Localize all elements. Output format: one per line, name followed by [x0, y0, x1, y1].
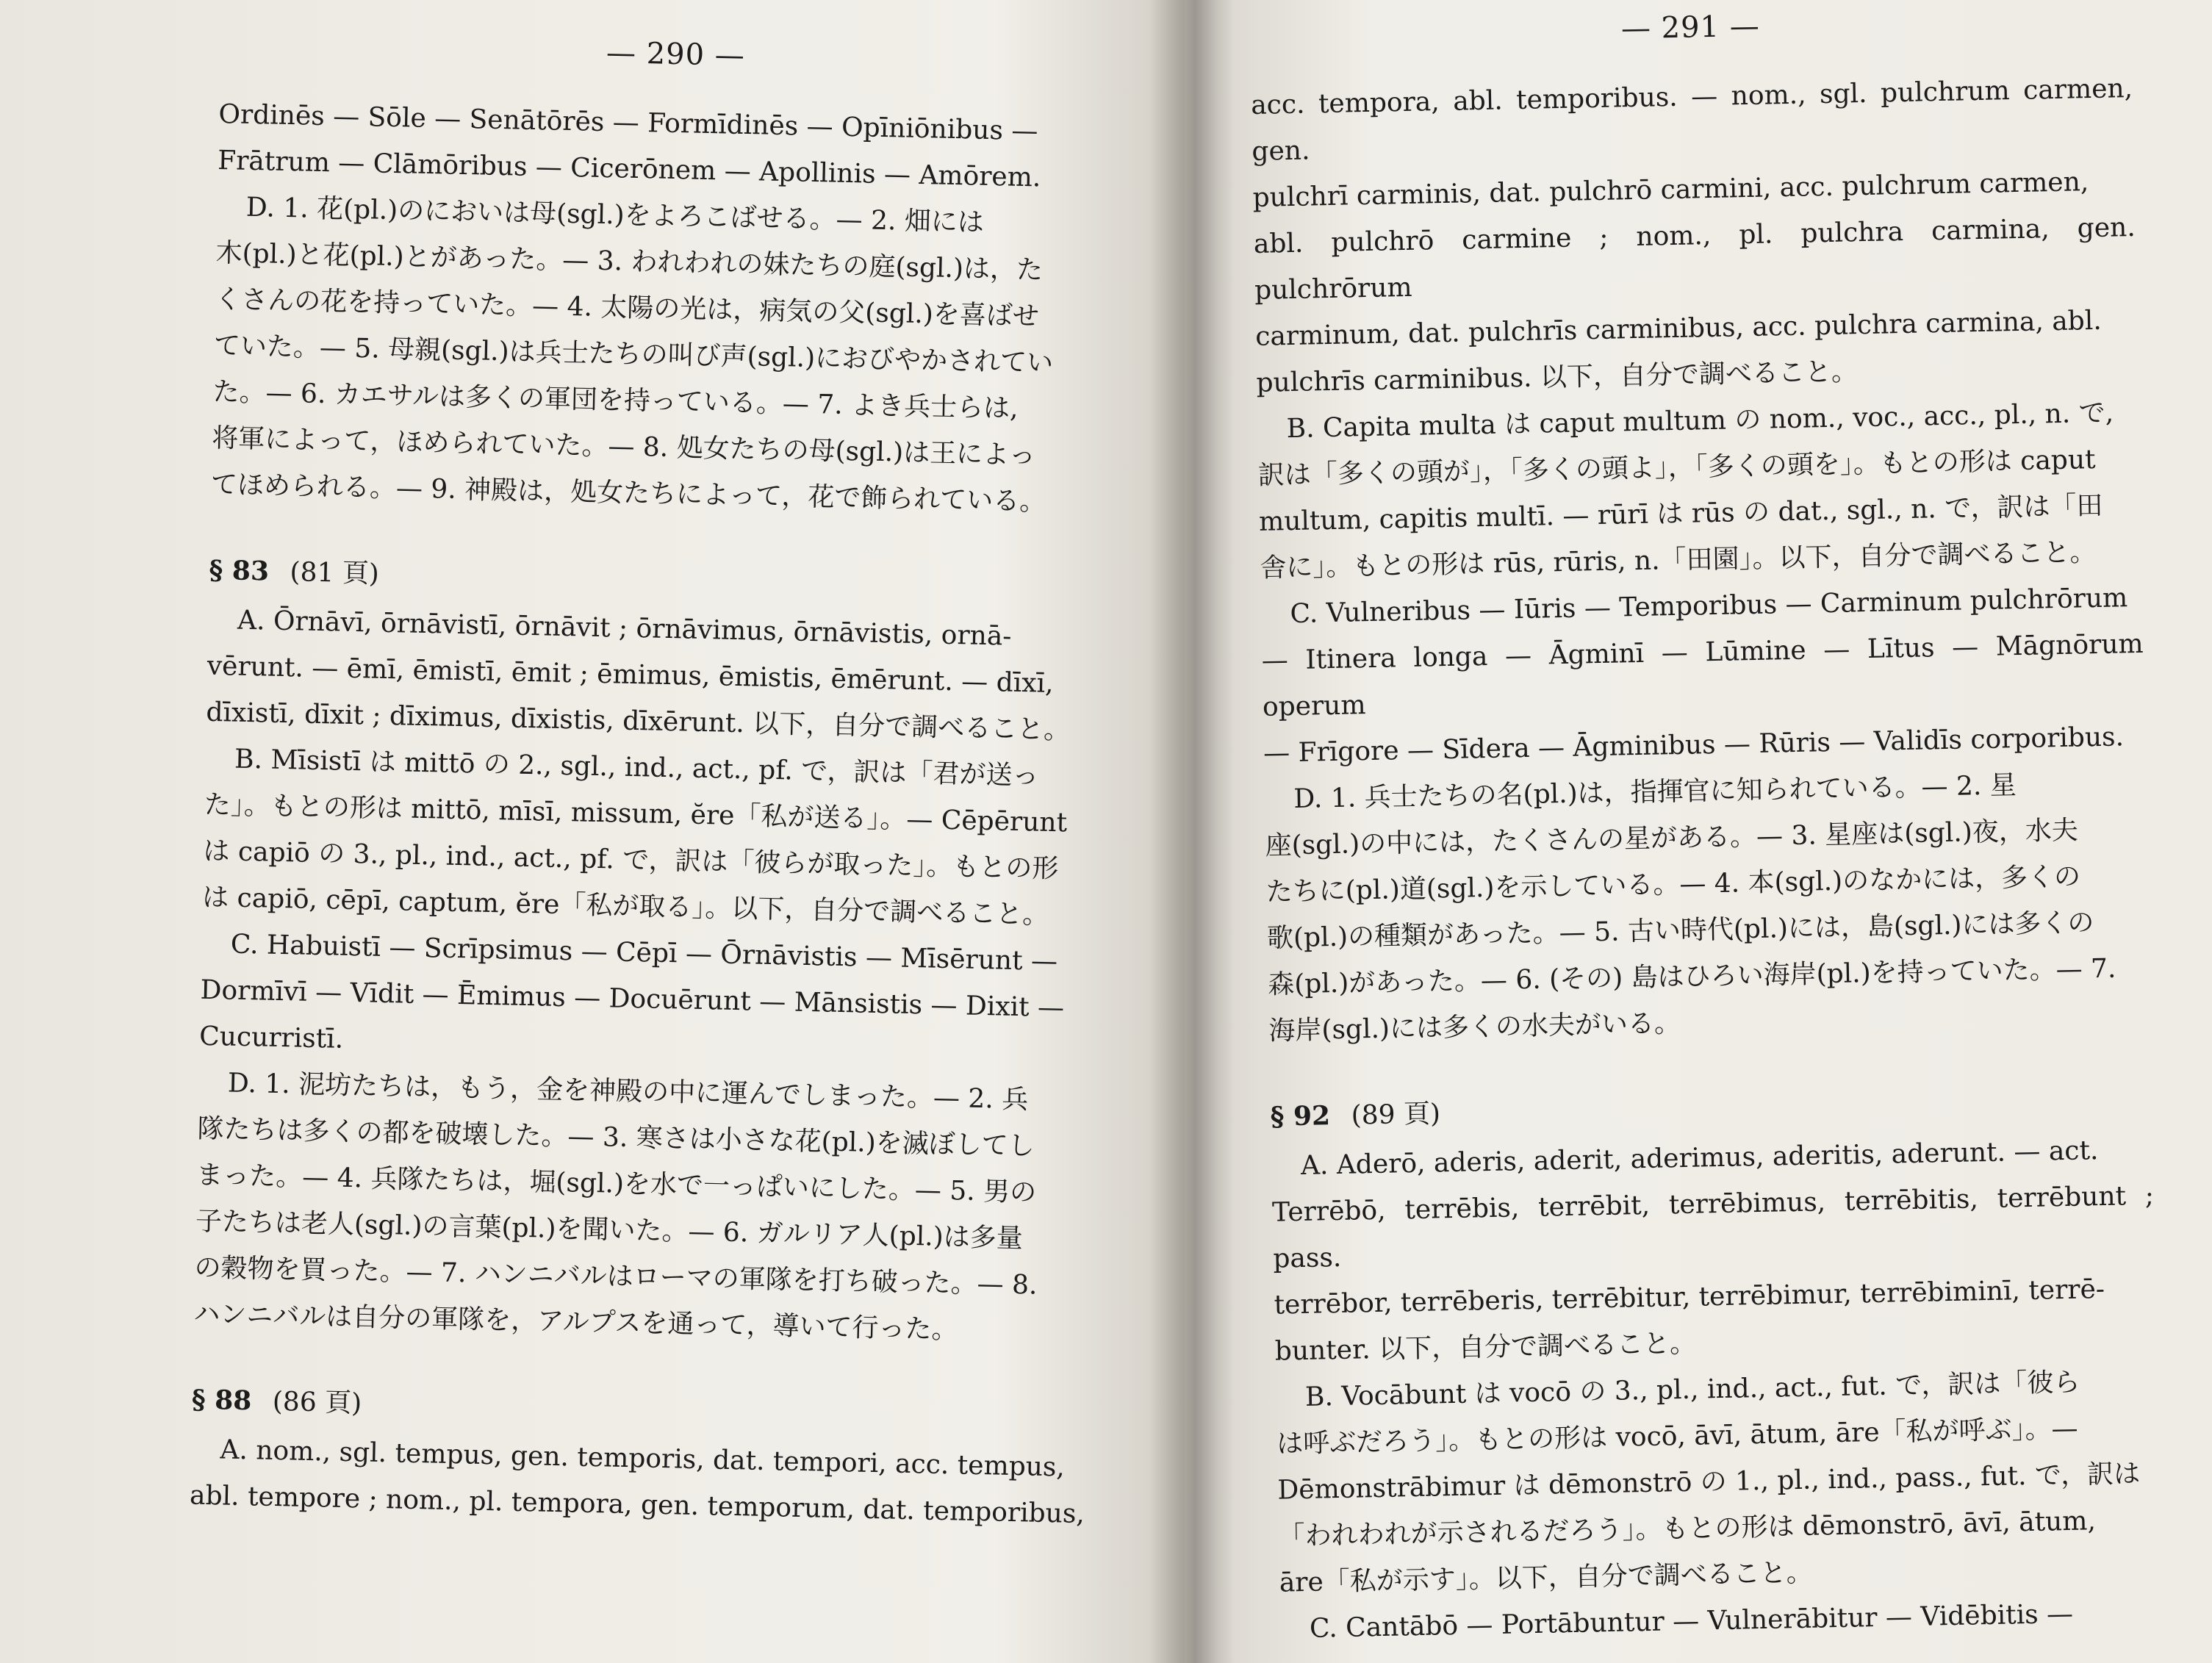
text-line: pulchrī carminis, dat. pulchrō carmini, acc. pulchrum carmen, [1252, 167, 2089, 213]
text-line: Terrēbō, terrēbis, terrēbit, terrēbimus, terrēbitis, terrēbunt ; pass. [1271, 1180, 2155, 1274]
text-line: 木(pl.)と花(pl.)とがあった。— 3. われわれの妹たちの庭(sgl.)は，た [215, 237, 1044, 286]
text-line: 訳は「多くの頭が」，「多くの頭よ」，「多くの頭を」。もとの形は caput [1257, 445, 2096, 491]
text-line: くさんの花を持っていた。— 4. 太陽の光は，病気の父(sgl.)を喜ばせ [214, 284, 1040, 332]
right-page [1183, 0, 2212, 1663]
text-line: C. Cantābō — Portābuntur — Vulnerābitur — Vidēbitis — [1309, 1598, 2074, 1644]
page-number-right: — 291 — [1620, 9, 1761, 46]
text-line: 座(sgl.)の中には，たくさんの星がある。— 3. 星座は(sgl.)夜，水夫 [1265, 815, 2079, 861]
text-line: た。— 6. カエサルは多くの軍団を持っている。— 7. よき兵士らは, [212, 376, 1019, 424]
section-page-ref: (86 頁) [272, 1386, 362, 1419]
text-line: 舎に」。もとの形は rūs, rūris, n.「田園」。以下，自分で調べること。 [1259, 537, 2097, 583]
text-line: D. 1. 兵士たちの名(pl.)は，指揮官に知られている。— 2. 星 [1293, 770, 2017, 815]
text-line: C. Vulneribus — Iūris — Temporibus — Carminum pulchrōrum [1290, 583, 2128, 630]
text-line: 「われわれが示されるだろう」。もとの形は dēmonstrō, āvī, ātum, [1278, 1506, 2097, 1552]
text-line: pulchrīs carminibus. 以下，自分で調べること。 [1256, 356, 1859, 398]
text-line: terrēbor, terrēberis, terrēbitur, terrēbimur, terrēbiminī, terrē- [1274, 1274, 2105, 1321]
text-line: 海岸(sgl.)には多くの水夫がいる。 [1268, 1008, 1681, 1046]
text-line: は capiō の 3., pl., ind., act., pf. で，訳は「彼らが取った」。もとの形 [203, 836, 1059, 885]
text-line: B. Vocābunt は vocō の 3., pl., ind., act., fut. で，訳は「彼ら [1304, 1367, 2080, 1412]
text-line: ハンニバルは自分の軍隊を，アルプスを通って，導いて行った。 [193, 1299, 958, 1346]
text-line: C. Habuistī — Scrīpsimus — Cēpī — Ōrnāvistis — Mīsērunt — [230, 929, 1058, 977]
text-line: は呼ぶだろう」。もとの形は vocō, āvī, ātum, āre「私が呼ぶ」。— [1276, 1413, 2078, 1459]
text-line: 将軍によって，ほめられていた。— 8. 処女たちの母(sgl.)は王によっ [211, 423, 1036, 471]
text-line: た」。もとの形は mittō, mīsī, missum, ĕre「私が送る」。— Cēpērunt [204, 789, 1068, 838]
text-line: dīxistī, dīxit ; dīximus, dīxistis, dīxērunt. 以下，自分で調べること。 [206, 697, 1071, 746]
text-line: は capiō, cēpī, captum, ĕre「私が取る」。以下，自分で調べること。 [201, 882, 1049, 930]
text-line: 隊たちは多くの都を破壊した。— 3. 寒さは小さな花(pl.)を滅ぼしてし [197, 1113, 1035, 1162]
page-number-left: — 290 — [606, 36, 746, 73]
text-line: acc. tempora, abl. temporibus. — nom., sgl. pulchrum carmen, gen. [1250, 73, 2133, 167]
text-line: ていた。— 5. 母親(sgl.)は兵士たちの叫び声(sgl.)におびやかされてい [213, 330, 1054, 378]
text-line: まった。— 4. 兵隊たちは，堀(sgl.)を水で一っぱいにした。— 5. 男の [195, 1160, 1037, 1208]
text-line: abl. tempore ; nom., pl. tempora, gen. temporum, dat. temporibus, [189, 1480, 1085, 1530]
text-line: 子たちは老人(sgl.)の言葉(pl.)を聞いた。— 6. ガルリア人(pl.)は多量 [195, 1206, 1024, 1254]
text-line: vērunt. — ēmī, ēmistī, ēmit ; ēmimus, ēmistis, ēmērunt. — dīxī, [207, 650, 1054, 699]
text-line: multum, capitis multī. — rūrī は rūs の dat., sgl., n. で，訳は「田 [1258, 490, 2103, 537]
section-number: § 88 [191, 1384, 252, 1417]
section-number: § 83 [209, 554, 270, 587]
text-line: bunter. 以下，自分で調べること。 [1274, 1328, 1697, 1367]
text-line: A. Ōrnāvī, ōrnāvistī, ōrnāvit ; ōrnāvimus, ōrnāvistis, ornā- [237, 605, 1012, 652]
text-line: A. Aderō, aderis, aderit, aderimus, aderitis, aderunt. — act. [1300, 1135, 2099, 1181]
text-line: Ordinēs — Sōle — Senātōrēs — Formīdinēs — Opīniōnibus — [218, 98, 1038, 147]
text-line: āre「私が示す」。以下，自分で調べること。 [1279, 1557, 1814, 1598]
text-line: Cucurristī. [198, 1021, 344, 1055]
text-line: の穀物を買った。— 7. ハンニバルはローマの軍隊を打ち破った。— 8. [194, 1252, 1038, 1301]
text-line: Dormīvī — Vīdit — Ēmimus — Docuērunt — Mānsistis — Dixit — [200, 974, 1065, 1024]
text-line: carminum, dat. pulchrīs carminibus, acc. pulchra carmina, abl. [1254, 305, 2103, 352]
section-page-ref: (81 頁) [290, 557, 380, 589]
text-line: — Frīgore — Sīdera — Āgminibus — Rūris — Validīs corporibus. [1263, 722, 2125, 769]
section-page-ref: (89 頁) [1351, 1099, 1441, 1131]
text-line: たちに(pl.)道(sgl.)を示している。— 4. 本(sgl.)のなかには，多くの [1265, 861, 2081, 908]
text-line: abl. pulchrō carmine ; nom., pl. pulchra carmina, gen. pulchrōrum [1253, 212, 2136, 306]
text-line: D. 1. 花(pl.)のにおいは母(sgl.)をよろこばせる。— 2. 畑には [245, 192, 985, 238]
text-line: B. Mīsistī は mittō の 2., sgl., ind., act., pf. で，訳は「君が送っ [234, 744, 1039, 791]
text-line: Frātrum — Clāmōribus — Cicerōnem — Apollinis — Amōrem. [217, 145, 1041, 193]
text-line: D. 1. 泥坊たちは，もう，金を神殿の中に運んでしまった。— 2. 兵 [227, 1068, 1029, 1116]
section-number: § 92 [1270, 1100, 1331, 1132]
text-line: 森(pl.)があった。— 6. (その) 島はひろい海岸(pl.)を持っていた。— 7. [1267, 953, 2116, 1000]
text-line: — Itinera longa — Āgminī — Lūmine — Lītus — Māgnōrum operum [1261, 628, 2144, 722]
text-line: Dēmonstrābimur は dēmonstrō の 1., pl., ind., pass., fut. で，訳は [1277, 1459, 2141, 1506]
text-line: 歌(pl.)の種類があった。— 5. 古い時代(pl.)には，島(sgl.)には多くの [1266, 908, 2094, 954]
text-line: B. Capita multa は caput multum の nom., voc., acc., pl., n. で, [1286, 398, 2114, 445]
text-line: A. nom., sgl. tempus, gen. temporis, dat. tempori, acc. tempus, [220, 1434, 1066, 1483]
text-line: てほめられる。— 9. 神殿は，処女たちによって，花で飾られている。 [210, 469, 1046, 517]
